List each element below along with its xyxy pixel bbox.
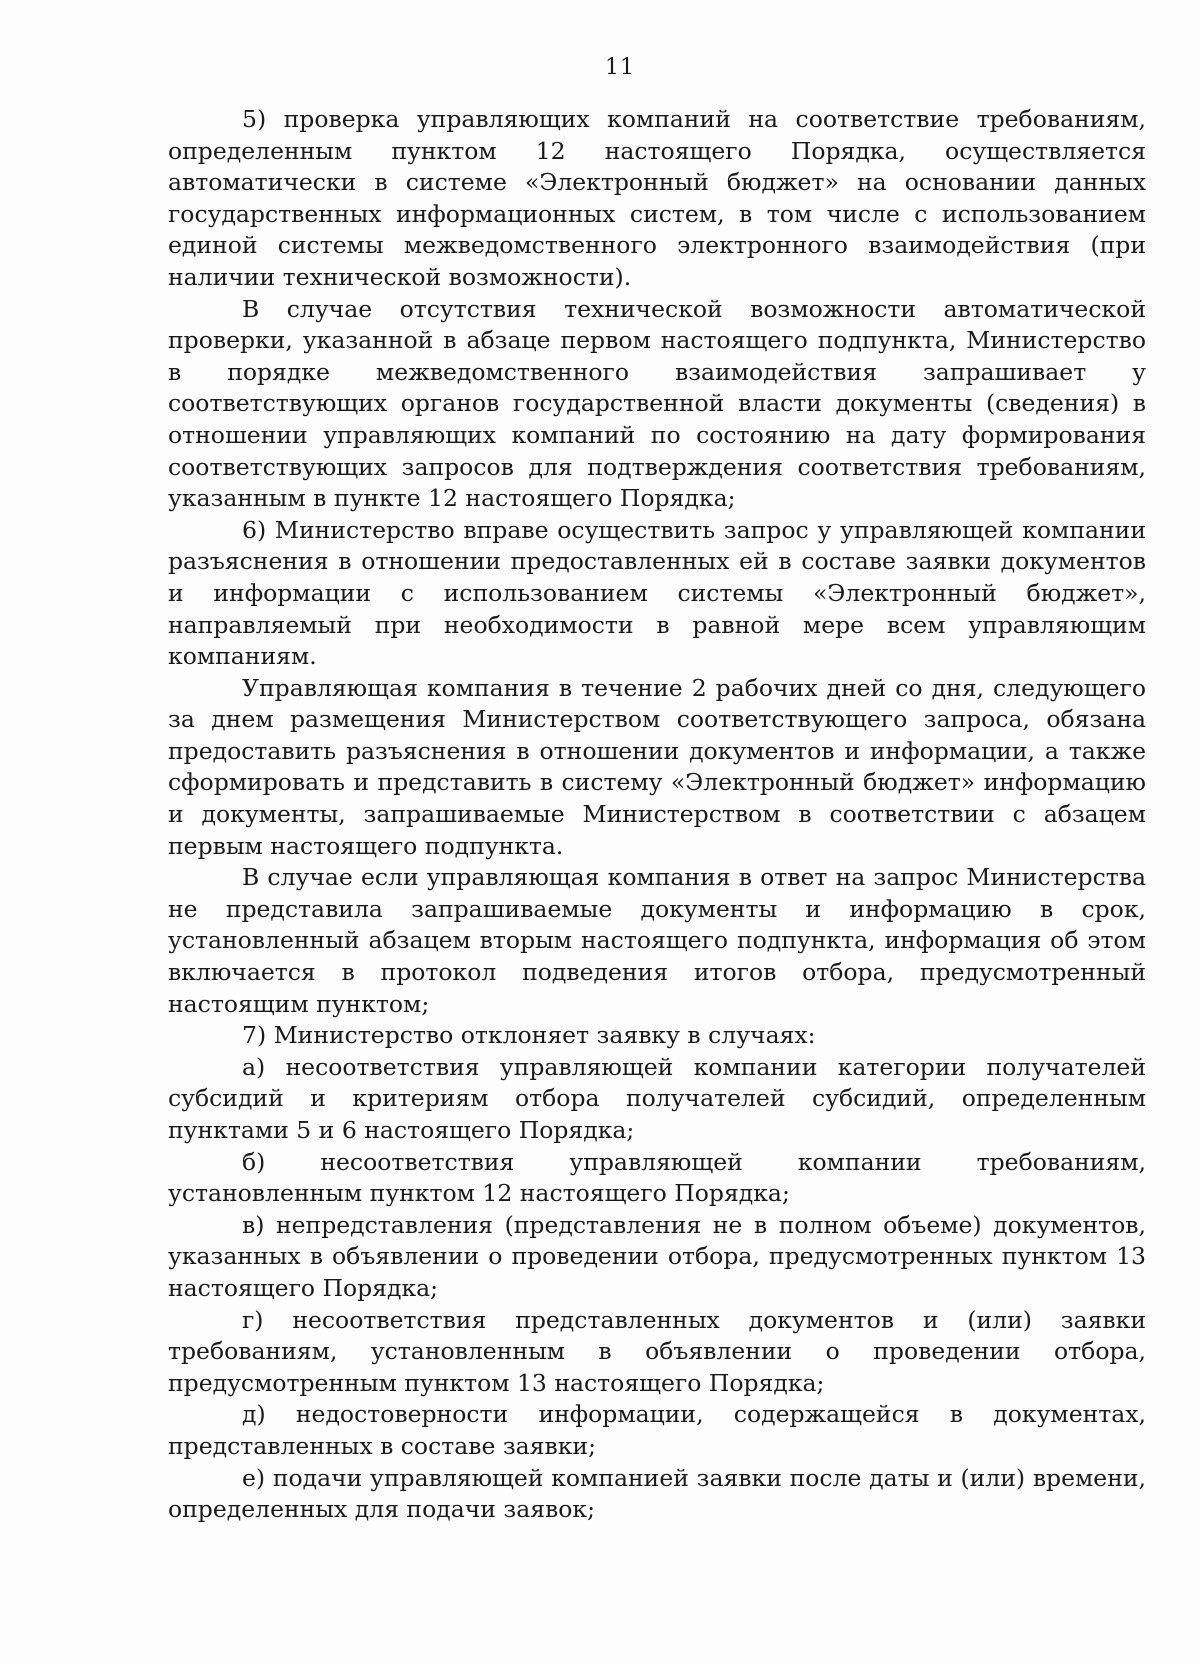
paragraph-6: 6) Министерство вправе осуществить запрос у управляющей компании разъяснения в отношении предоставленных ей в составе заявки документов и информации с использованием системы «Электронный бюджет», направляемый при необходимости в равной мере всем управляющим компаниям.: [168, 515, 1146, 671]
paragraph-7-d: д) недостоверности информации, содержащейся в документах, представленных в составе заявки;: [168, 1400, 1146, 1460]
paragraph-5-absent-check: В случае отсутствия технической возможности автоматической проверки, указанной в абзаце первом настоящего подпункта, Министерство в порядке межведомственного взаимодействия запрашивает у соответствующих органов государственной власти документы (сведения) в отношении управляющих компаний по состоянию на дату формирования соответствующих запросов для подтверждения соответствия требованиям, указанным в пункте 12 настоящего Порядка;: [168, 294, 1146, 513]
document-body: [168, 104, 1146, 1526]
paragraph-7: 7) Министерство отклоняет заявку в случаях:: [242, 1021, 816, 1050]
paragraph-6-no-response: В случае если управляющая компания в ответ на запрос Министерства не представила запрашиваемые документы и информацию в срок, установленный абзацем вторым настоящего подпункта, информация об этом включается в протокол подведения итогов отбора, предусмотренный настоящим пунктом;: [168, 863, 1146, 1018]
paragraph-6-response: Управляющая компания в течение 2 рабочих дней со дня, следующего за днем размещения Министерством соответствующего запроса, обязана предоставить разъяснения в отношении документов и информации, а также сформировать и представить в систему «Электронный бюджет» информацию и документы, запрашиваемые Министерством в соответствии с абзацем первым настоящего подпункта.: [168, 673, 1146, 860]
paragraph-7-a: а) несоответствия управляющей компании категории получателей субсидий и критериям отбора получателей субсидий, определенным пунктами 5 и 6 настоящего Порядка;: [168, 1052, 1146, 1144]
page-number: 11: [605, 55, 635, 80]
paragraph-7-e: е) подачи управляющей компанией заявки после даты и (или) времени, определенных для подачи заявок;: [168, 1463, 1146, 1524]
paragraph-7-b: б) несоответствия управляющей компании требованиям, установленным пунктом 12 настоящего Порядка;: [168, 1147, 1146, 1208]
paragraph-7-g: г) несоответствия представленных документов и (или) заявки требованиям, установленным в объявлении о проведении отбора, предусмотренным пунктом 13 настоящего Порядка;: [168, 1305, 1146, 1397]
paragraph-5: 5) проверка управляющих компаний на соответствие требованиям, определенным пунктом 12 настоящего Порядка, осуществляется автоматически в системе «Электронный бюджет» на основании данных государственных информационных систем, в том числе с использованием единой системы межведомственного электронного взаимодействия (при наличии технической возможности).: [168, 105, 1146, 291]
paragraph-7-v: в) непредставления (представления не в полном объеме) документов, указанных в объявлении о проведении отбора, предусмотренных пунктом 13 настоящего Порядка;: [168, 1210, 1146, 1302]
